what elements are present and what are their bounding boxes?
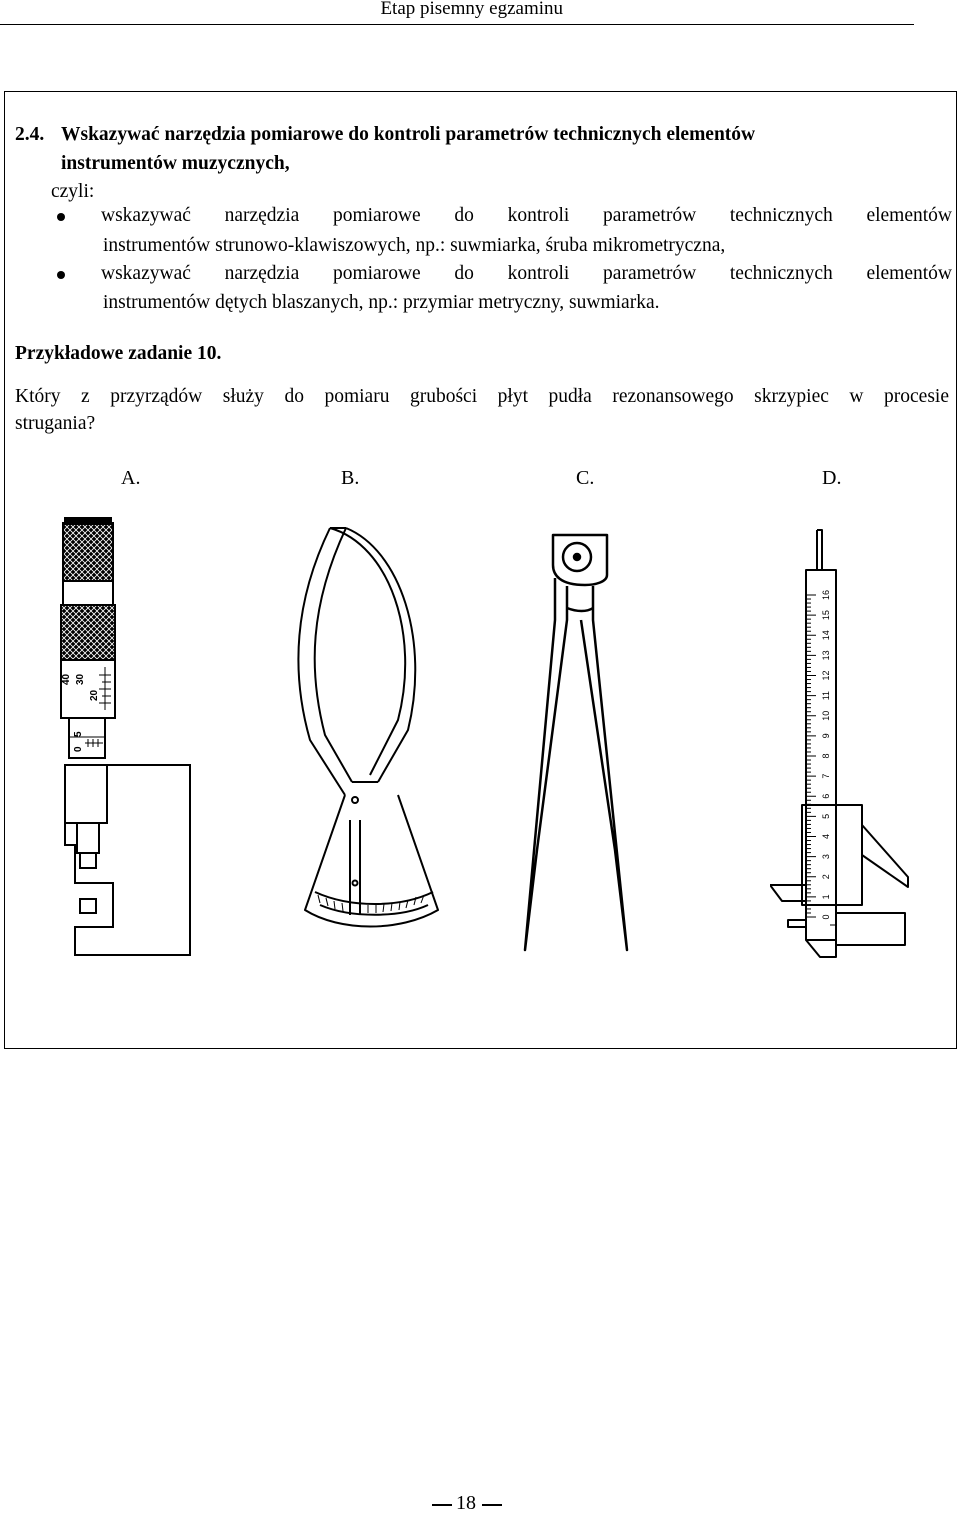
option-b-label: B. — [341, 467, 360, 489]
bullet-icon — [57, 271, 65, 279]
section-number: 2.4. — [15, 124, 45, 145]
scale-label: 8 — [821, 753, 831, 759]
option-d-label: D. — [822, 467, 842, 489]
page-number — [432, 1492, 476, 1515]
scale-label: 3 — [821, 854, 831, 860]
bullet-2-line1: wskazywać narzędzia pomiarowe do kontroli parametrów technicznych elementów — [101, 263, 952, 284]
header-title: Etap pisemny egzaminu — [380, 0, 563, 19]
option-a-label: A. — [121, 467, 141, 489]
thimble-mark: 20 — [89, 689, 100, 701]
section-heading-line1: Wskazywać narzędzia pomiarowe do kontroli parametrów technicznych elementów — [61, 124, 756, 145]
dividers-icon — [515, 520, 645, 960]
thimble-mark: 30 — [75, 673, 86, 685]
bullet-icon — [57, 213, 65, 221]
task-question-line1: Który z przyrządów służy do pomiaru grubości płyt pudła rezonansowego skrzypiec w procesie — [15, 386, 949, 407]
scale-label: 4 — [821, 833, 831, 840]
scale-label: 1 — [821, 894, 831, 900]
scale-label: 13 — [821, 650, 831, 661]
option-c-label: C. — [576, 467, 595, 489]
scale-label: 6 — [821, 793, 831, 799]
thickness-caliper-icon — [290, 520, 445, 950]
scale-label: 12 — [821, 670, 831, 681]
scale-label: 14 — [821, 630, 831, 641]
scale-label: 11 — [821, 690, 831, 701]
section-heading-line2: instrumentów muzycznych, — [61, 153, 290, 174]
scale-label: 15 — [821, 610, 831, 621]
bullet-1-line1: wskazywać narzędzia pomiarowe do kontroli parametrów technicznych elementów — [101, 205, 952, 226]
scale-label: 0 — [821, 914, 831, 920]
scale-label: 9 — [821, 733, 831, 739]
vernier-caliper-icon — [770, 525, 915, 960]
section-intro: czyli: — [51, 181, 95, 202]
scale-label: 7 — [821, 773, 831, 779]
bullet-1-line2: instrumentów strunowo-klawiszowych, np.: suwmiarka, śruba mikrometryczna, — [103, 235, 726, 256]
sleeve-mark: 0 — [73, 746, 84, 752]
task-title: Przykładowe zadanie 10. — [15, 343, 222, 364]
sleeve-mark: 5 — [73, 731, 84, 737]
task-question-line2: strugania? — [15, 413, 96, 434]
micrometer-icon — [55, 515, 200, 970]
thimble-mark: 40 — [61, 673, 72, 685]
scale-label: 2 — [821, 874, 831, 880]
bullet-2-line2: instrumentów dętych blaszanych, np.: przymiar metryczny, suwmiarka. — [103, 292, 660, 313]
running-header — [0, 0, 914, 25]
scale-label: 5 — [821, 813, 831, 819]
page-number-text: 18 — [456, 1492, 476, 1514]
scale-label: 16 — [821, 589, 831, 601]
scale-label: 10 — [821, 710, 831, 721]
